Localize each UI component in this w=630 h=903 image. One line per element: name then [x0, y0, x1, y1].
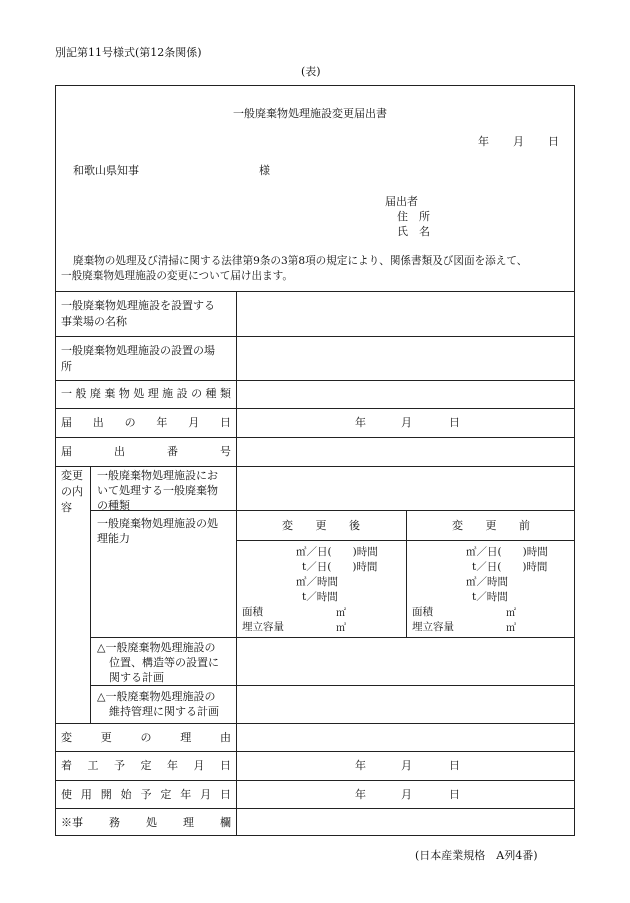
divider [55, 291, 575, 292]
start-use-year: 年 [355, 788, 366, 801]
column-divider [236, 291, 237, 836]
start-work-year: 年 [355, 759, 366, 772]
plan-label-l3: 関する計画 [109, 671, 164, 684]
after-area-unit: ㎡ [336, 608, 346, 619]
divider [55, 780, 575, 781]
start-use-label: 使 用 開 始 予 定 年 月 日 [61, 788, 231, 801]
divider [55, 408, 575, 409]
before-capacity-line3: ㎥／時間 [466, 576, 508, 588]
before-capacity-line1: ㎥／日( )時間 [466, 546, 548, 558]
start-work-day: 日 [449, 759, 460, 772]
notify-date-year: 年 [355, 416, 366, 429]
notifier-label: 届出者 [385, 195, 418, 208]
maintenance-label-l2: 維持管理に関する計画 [109, 705, 219, 718]
waste-type-label-l2: いて処理する一般廃棄物 [97, 484, 218, 497]
after-capacity-line4: t／時間 [302, 591, 338, 603]
before-capacity-line4: t／時間 [472, 591, 508, 603]
before-area-label: 面積 [412, 606, 433, 618]
paper-standard-note: (日本産業規格 A列4番) [415, 849, 538, 862]
start-work-label: 着 工 予 定 年 月 日 [61, 759, 231, 772]
office-use-label: ※事 務 処 理 欄 [61, 816, 231, 829]
location-label-l1: 一般廃棄物処理施設の設置の場 [61, 344, 215, 357]
after-header: 変 更 後 [282, 519, 360, 532]
notice-body-line2: 一般廃棄物処理施設の変更について届け出ます。 [61, 270, 294, 282]
date-year-label: 年 [478, 135, 489, 148]
change-section-label-l1: 変更 [61, 469, 83, 482]
name-label: 氏 名 [397, 225, 430, 238]
facility-name-label-l2: 事業場の名称 [61, 315, 127, 328]
facility-type-label: 一 般 廃 棄 物 処 理 施 設 の 種 類 [61, 387, 231, 400]
before-capacity-line2: t／日( )時間 [472, 561, 548, 573]
divider [55, 466, 575, 467]
waste-type-label-l3: の種類 [97, 499, 130, 512]
divider [90, 637, 575, 638]
notify-date-label: 届 出 の 年 月 日 [61, 416, 231, 429]
after-landfill-unit: ㎥ [336, 623, 346, 634]
change-section-label-l3: 容 [61, 501, 72, 514]
divider [55, 437, 575, 438]
before-landfill-label: 埋立容量 [412, 621, 454, 633]
start-use-month: 月 [401, 788, 412, 801]
change-reason-label: 変 更 の 理 由 [61, 731, 231, 744]
divider [55, 751, 575, 752]
notice-body-line1: 廃棄物の処理及び清掃に関する法律第9条の3第8項の規定により、関係書類及び図面を添えて、 [73, 255, 528, 267]
column-divider [406, 510, 407, 637]
before-area-unit: ㎡ [506, 608, 516, 619]
after-landfill-label: 埋立容量 [242, 621, 284, 633]
date-month-label: 月 [513, 135, 524, 148]
change-section-label-l2: の内 [61, 485, 83, 498]
date-day-label: 日 [548, 135, 559, 148]
side-label: (表) [301, 65, 321, 78]
divider [55, 723, 575, 724]
facility-name-label-l1: 一般廃棄物処理施設を設置する [61, 299, 215, 312]
start-use-day: 日 [449, 788, 460, 801]
before-header: 変 更 前 [452, 519, 530, 532]
notify-number-label: 届 出 番 号 [61, 445, 231, 458]
after-capacity-line2: t／日( )時間 [302, 561, 378, 573]
column-divider [90, 466, 91, 723]
notify-date-month: 月 [401, 416, 412, 429]
after-area-label: 面積 [242, 606, 263, 618]
notify-date-day: 日 [449, 416, 460, 429]
honorific: 様 [259, 164, 270, 177]
waste-type-label-l1: 一般廃棄物処理施設にお [97, 469, 218, 482]
address-label: 住 所 [397, 210, 430, 223]
before-landfill-unit: ㎥ [506, 623, 516, 634]
after-capacity-line1: ㎥／日( )時間 [296, 546, 378, 558]
after-capacity-line3: ㎥／時間 [296, 576, 338, 588]
divider [55, 336, 575, 337]
addressee: 和歌山県知事 [73, 164, 139, 177]
form-title: 一般廃棄物処理施設変更届出書 [233, 107, 387, 120]
location-label-l2: 所 [61, 360, 72, 373]
maintenance-label-l1: △一般廃棄物処理施設の [97, 690, 216, 703]
divider [55, 808, 575, 809]
start-work-month: 月 [401, 759, 412, 772]
capacity-label-l1: 一般廃棄物処理施設の処 [97, 517, 218, 530]
divider [90, 510, 575, 511]
capacity-label-l2: 理能力 [97, 532, 130, 545]
plan-label-l1: △一般廃棄物処理施設の [97, 641, 216, 654]
plan-label-l2: 位置、構造等の設置に [109, 656, 219, 669]
divider [55, 380, 575, 381]
form-number-label: 別記第11号様式(第12条関係) [55, 46, 202, 59]
